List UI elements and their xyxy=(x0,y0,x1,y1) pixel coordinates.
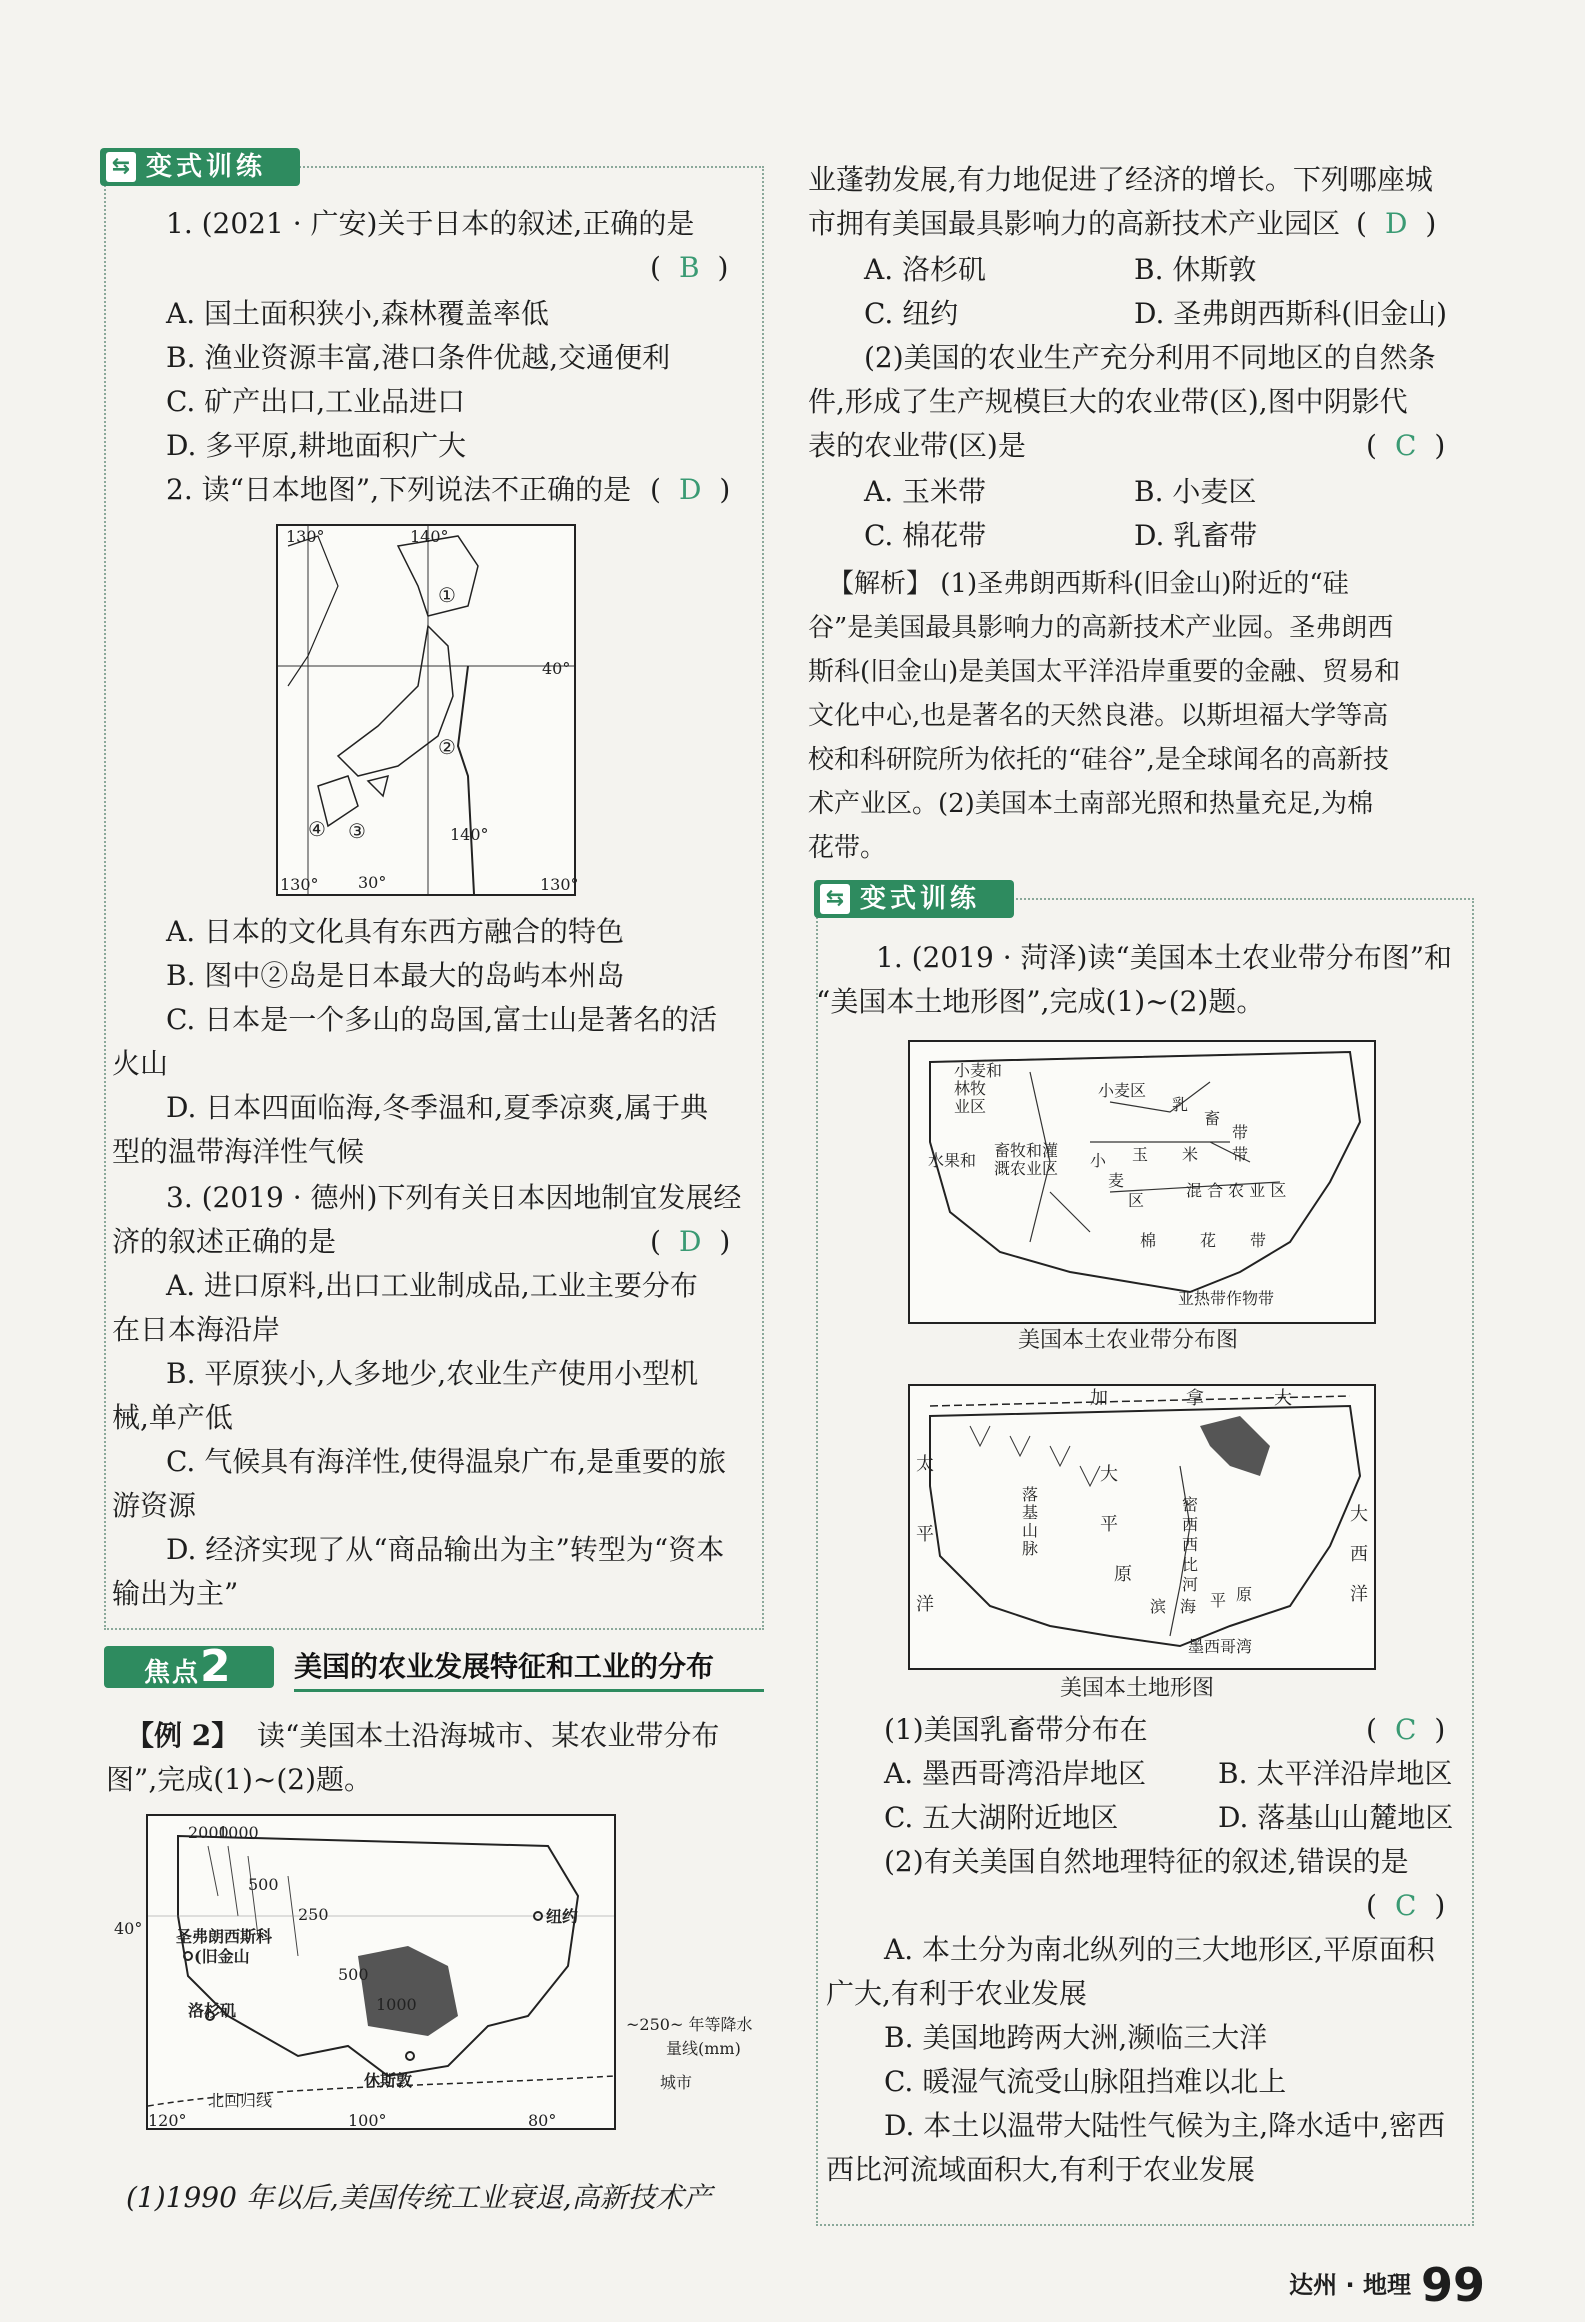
terrain-atlantic-2: 西 xyxy=(1350,1544,1368,1565)
terrain-plains-2: 平 xyxy=(1100,1514,1118,1535)
terrain-miss-5: 河 xyxy=(1182,1575,1199,1594)
legend-precip-line: ~250~ 年等降水 xyxy=(626,2015,753,2034)
terrain-coastal-3: 平 xyxy=(1210,1591,1227,1610)
v1-sub2-option-c: C. 暖湿气流受山脉阻挡难以北上 xyxy=(884,2065,1287,2098)
ex2-q1-cont-2: 市拥有美国最具影响力的高新技术产业园区 xyxy=(808,207,1341,240)
terrain-canada-3: 大 xyxy=(1274,1388,1292,1409)
terrain-canada-2: 拿 xyxy=(1186,1388,1204,1409)
terrain-plains-3: 原 xyxy=(1114,1564,1132,1585)
q1-stem: 1. (2021 · 广安)关于日本的叙述,正确的是 xyxy=(166,207,695,240)
agri-map-caption: 美国本土农业带分布图 xyxy=(1018,1328,1239,1353)
agri-label-mixed: 混 合 农 业 区 xyxy=(1186,1181,1287,1200)
q1-option-a: A. 国土面积狭小,森林覆盖率低 xyxy=(166,297,549,330)
lat40-label: 40° xyxy=(114,1919,143,1938)
map-label-2000: 2000 xyxy=(188,1823,229,1842)
v1-sub2-option-a-cont: 广大,有利于农业发展 xyxy=(826,1977,1087,2010)
q2-stem: 2. 读“日本地图”,下列说法不正确的是 xyxy=(166,473,632,506)
swap-arrows-icon: ⇆ xyxy=(106,152,136,182)
agri-label-wheat-2: 麦 xyxy=(1108,1171,1125,1190)
us-cities-precip-map xyxy=(114,1814,616,2130)
q3-option-c-cont: 游资源 xyxy=(112,1489,197,1522)
terrain-map-caption: 美国本土地形图 xyxy=(1060,1676,1215,1701)
focus-badge: 焦点2 xyxy=(104,1646,274,1688)
terrain-pacific-2: 平 xyxy=(916,1524,934,1545)
ex2-q1-option-c: C. 纽约 xyxy=(864,297,959,330)
city-label-sf2: (旧金山 xyxy=(194,1947,250,1966)
terrain-rocky-3: 山 xyxy=(1022,1521,1039,1540)
agri-label-corn-3: 带 xyxy=(1232,1145,1249,1164)
us-terrain-map xyxy=(908,1384,1376,1670)
japan-lon130-bottom-right: 130° xyxy=(540,875,579,894)
v1-sub2-option-a: A. 本土分为南北纵列的三大地形区,平原面积 xyxy=(884,1933,1435,1966)
agri-label-irrigation: 溉农业区 xyxy=(994,1159,1059,1178)
agri-label-dairy-3: 带 xyxy=(1232,1123,1249,1142)
terrain-coastal-2: 海 xyxy=(1180,1597,1197,1616)
terrain-miss-2: 西 xyxy=(1182,1515,1199,1534)
japan-marker-4: ④ xyxy=(308,817,326,841)
q2-option-c: C. 日本是一个多山的岛国,富士山是著名的活 xyxy=(166,1003,718,1036)
terrain-atlantic-3: 洋 xyxy=(1350,1584,1368,1605)
legend-precip-unit: 量线(mm) xyxy=(666,2039,741,2058)
agri-label-cotton-1: 棉 xyxy=(1140,1231,1157,1250)
japan-marker-1: ① xyxy=(438,583,456,607)
q2-option-a: A. 日本的文化具有东西方融合的特色 xyxy=(166,915,625,948)
japan-lon130-bottom-left: 130° xyxy=(280,875,319,894)
q1-option-d: D. 多平原,耕地面积广大 xyxy=(166,429,467,462)
terrain-canada-1: 加 xyxy=(1090,1388,1108,1409)
ex2-q2-option-b: B. 小麦区 xyxy=(1134,475,1257,508)
agri-label-small: 小 xyxy=(1090,1151,1107,1170)
example2-line2: 图”,完成(1)~(2)题。 xyxy=(106,1763,373,1796)
lon100-label: 100° xyxy=(348,2111,387,2130)
map-label-1000: 1000 xyxy=(218,1823,259,1842)
terrain-atlantic-1: 大 xyxy=(1350,1504,1368,1525)
japan-lat40: 40° xyxy=(542,659,571,678)
legend-city: 城市 xyxy=(660,2073,693,2092)
swap-arrows-icon: ⇆ xyxy=(820,884,850,914)
japan-lon130-top: 130° xyxy=(286,527,325,546)
ex2-q2-line3: 表的农业带(区)是 xyxy=(808,429,1026,462)
q3-option-b-cont: 械,单产低 xyxy=(112,1401,233,1434)
q1-answer: ( B ) xyxy=(650,251,729,284)
japan-map xyxy=(276,524,579,896)
q1-option-c: C. 矿产出口,工业品进口 xyxy=(166,385,466,418)
terrain-rocky-4: 脉 xyxy=(1022,1539,1039,1558)
agri-label-dairy-1: 乳 xyxy=(1172,1095,1189,1114)
analysis-line-2: 谷”是美国最具影响力的高新技术产业园。圣弗朗西 xyxy=(808,613,1394,643)
map-label-500: 500 xyxy=(248,1875,279,1894)
agri-label-corn-1: 玉 xyxy=(1132,1145,1149,1164)
heading-rule xyxy=(294,1689,764,1692)
terrain-plains-1: 大 xyxy=(1100,1464,1118,1485)
japan-lat30: 30° xyxy=(358,873,387,892)
variant-training-tag: ⇆ 变式训练 xyxy=(100,148,300,186)
terrain-pacific-1: 太 xyxy=(916,1454,934,1475)
agri-label-dairy-2: 畜 xyxy=(1204,1109,1221,1128)
v1-stem-1: 1. (2019 · 菏泽)读“美国本土农业带分布图”和 xyxy=(876,941,1453,974)
analysis-line-6: 术产业区。(2)美国本土南部光照和热量充足,为棉 xyxy=(808,789,1374,819)
q3-option-b: B. 平原狭小,人多地少,农业生产使用小型机 xyxy=(166,1357,699,1390)
page-number: 99 xyxy=(1420,2258,1485,2312)
agri-label-wheat-forest: 小麦和 xyxy=(954,1061,1003,1080)
city-label-houston: 休斯敦 xyxy=(364,2071,413,2090)
ex2-q1-option-a: A. 洛杉矶 xyxy=(864,253,987,286)
terrain-miss-4: 比 xyxy=(1182,1555,1199,1574)
analysis-line-1: 【解析】 (1)圣弗朗西斯科(旧金山)附近的“硅 xyxy=(828,569,1349,599)
city-label-ny: 纽约 xyxy=(546,1907,579,1926)
city-label-sf: 圣弗朗西斯科 xyxy=(176,1927,273,1946)
v1-stem-2: “美国本土地形图”,完成(1)~(2)题。 xyxy=(816,985,1265,1018)
japan-marker-2: ② xyxy=(438,735,456,759)
agri-label-cotton-3: 带 xyxy=(1250,1231,1267,1250)
ex2-q1-answer: ( D ) xyxy=(1356,207,1437,240)
japan-marker-3: ③ xyxy=(348,819,366,843)
ex2-q2-option-c: C. 棉花带 xyxy=(864,519,987,552)
q2-answer: ( D ) xyxy=(650,473,731,506)
map-label-250: 250 xyxy=(298,1905,329,1924)
map-label-1000b: 1000 xyxy=(376,1995,417,2014)
lon120-label: 120° xyxy=(148,2111,187,2130)
terrain-pacific-3: 洋 xyxy=(916,1594,934,1615)
q2-option-c-cont: 火山 xyxy=(112,1047,169,1080)
q2-option-d-cont: 型的温带海洋性气候 xyxy=(112,1135,365,1168)
terrain-coastal-4: 原 xyxy=(1236,1585,1253,1604)
variant-training-tag-2: ⇆ 变式训练 xyxy=(814,880,1014,918)
v1-sub2-option-d: D. 本土以温带大陆性气候为主,降水适中,密西 xyxy=(884,2109,1446,2142)
terrain-coastal-1: 滨 xyxy=(1150,1597,1167,1616)
example2-line1: 【例 2】 读“美国本土沿海城市、某农业带分布 xyxy=(126,1719,720,1752)
analysis-line-3: 斯科(旧金山)是美国太平洋沿岸重要的金融、贸易和 xyxy=(808,657,1401,687)
q3-option-d: D. 经济实现了从“商品输出为主”转型为“资本 xyxy=(166,1533,725,1566)
q2-option-d: D. 日本四面临海,冬季温和,夏季凉爽,属于典 xyxy=(166,1091,708,1124)
v1-sub2-option-d-cont: 西比河流域面积大,有利于农业发展 xyxy=(826,2153,1255,2186)
agri-label-zone: 业区 xyxy=(954,1097,987,1116)
focus-2-title: 美国的农业发展特征和工业的分布 xyxy=(294,1650,715,1683)
v1-sub2-answer: ( C ) xyxy=(1366,1889,1446,1922)
q3-stem: 3. (2019 · 德州)下列有关日本因地制宜发展经 xyxy=(166,1181,742,1214)
v1-sub1-option-d: D. 落基山山麓地区 xyxy=(1218,1801,1454,1834)
lon80-label: 80° xyxy=(528,2111,557,2130)
q3-answer: ( D ) xyxy=(650,1225,731,1258)
japan-lon140-top: 140° xyxy=(410,527,449,546)
ex2-q2-option-d: D. 乳畜带 xyxy=(1134,519,1258,552)
v1-sub1-option-a: A. 墨西哥湾沿岸地区 xyxy=(884,1757,1147,1790)
q1-option-b: B. 渔业资源丰富,港口条件优越,交通便利 xyxy=(166,341,671,374)
agri-label-subtropical: 亚热带作物带 xyxy=(1178,1289,1275,1308)
terrain-gulf: 墨西哥湾 xyxy=(1188,1637,1253,1656)
ex2-q1-option-b: B. 休斯敦 xyxy=(1134,253,1257,286)
agri-label-area: 区 xyxy=(1128,1191,1145,1210)
agri-label-cotton-2: 花 xyxy=(1200,1231,1217,1250)
city-label-la: 洛杉矶 xyxy=(188,2001,237,2020)
analysis-line-4: 文化中心,也是著名的天然良港。以斯坦福大学等高 xyxy=(808,701,1389,731)
v1-sub1-option-b: B. 太平洋沿岸地区 xyxy=(1218,1757,1453,1790)
ex2-q2-line2: 件,形成了生产规模巨大的农业带(区),图中阴影代 xyxy=(808,385,1408,418)
example2-q1-line: (1)1990 年以后,美国传统工业衰退,高新技术产 xyxy=(126,2181,712,2214)
ex2-q1-cont-1: 业蓬勃发展,有力地促进了经济的增长。下列哪座城 xyxy=(808,163,1433,196)
analysis-line-7: 花带。 xyxy=(808,833,887,863)
terrain-miss-1: 密 xyxy=(1182,1495,1199,1514)
tropic-label: 北回归线 xyxy=(208,2091,273,2110)
ex2-q2-answer: ( C ) xyxy=(1366,429,1446,462)
agri-label-wheat-area: 小麦区 xyxy=(1098,1081,1147,1100)
q3-stem-cont: 济的叙述正确的是 xyxy=(112,1225,337,1258)
footer-book-title: 达州 · 地理 xyxy=(1289,2271,1411,2299)
ex2-q2-option-a: A. 玉米带 xyxy=(864,475,987,508)
japan-lon140-bottom: 140° xyxy=(450,825,489,844)
us-agriculture-map xyxy=(908,1040,1376,1324)
terrain-miss-3: 西 xyxy=(1182,1535,1199,1554)
v1-sub1: (1)美国乳畜带分布在 xyxy=(884,1713,1148,1746)
v1-sub2: (2)有关美国自然地理特征的叙述,错误的是 xyxy=(884,1845,1409,1878)
focus-2-heading xyxy=(104,1642,764,1692)
v1-sub2-option-b: B. 美国地跨两大洲,濒临三大洋 xyxy=(884,2021,1268,2054)
q2-option-b: B. 图中②岛是日本最大的岛屿本州岛 xyxy=(166,959,625,992)
agri-label-ranching: 畜牧和灌 xyxy=(994,1141,1059,1160)
q3-option-a-cont: 在日本海沿岸 xyxy=(112,1313,281,1346)
ex2-q1-option-d: D. 圣弗朗西斯科(旧金山) xyxy=(1134,297,1448,330)
v1-sub1-answer: ( C ) xyxy=(1366,1713,1446,1746)
agri-label-fruit: 水果和 xyxy=(928,1151,977,1170)
analysis-line-5: 校和科研院所为依托的“硅谷”,是全球闻名的高新技 xyxy=(808,745,1389,775)
map-label-500b: 500 xyxy=(338,1965,369,1984)
terrain-rocky-1: 落 xyxy=(1022,1485,1039,1504)
agri-label-forest: 林牧 xyxy=(954,1079,987,1098)
q3-option-d-cont: 输出为主” xyxy=(112,1577,239,1610)
ex2-q2-line1: (2)美国的农业生产充分利用不同地区的自然条 xyxy=(864,341,1436,374)
page-footer xyxy=(1289,2258,1485,2312)
agri-label-corn-2: 米 xyxy=(1182,1145,1199,1164)
q3-option-c: C. 气候具有海洋性,使得温泉广布,是重要的旅 xyxy=(166,1445,727,1478)
q3-option-a: A. 进口原料,出口工业制成品,工业主要分布 xyxy=(166,1269,698,1302)
terrain-rocky-2: 基 xyxy=(1022,1503,1039,1522)
v1-sub1-option-c: C. 五大湖附近地区 xyxy=(884,1801,1119,1834)
